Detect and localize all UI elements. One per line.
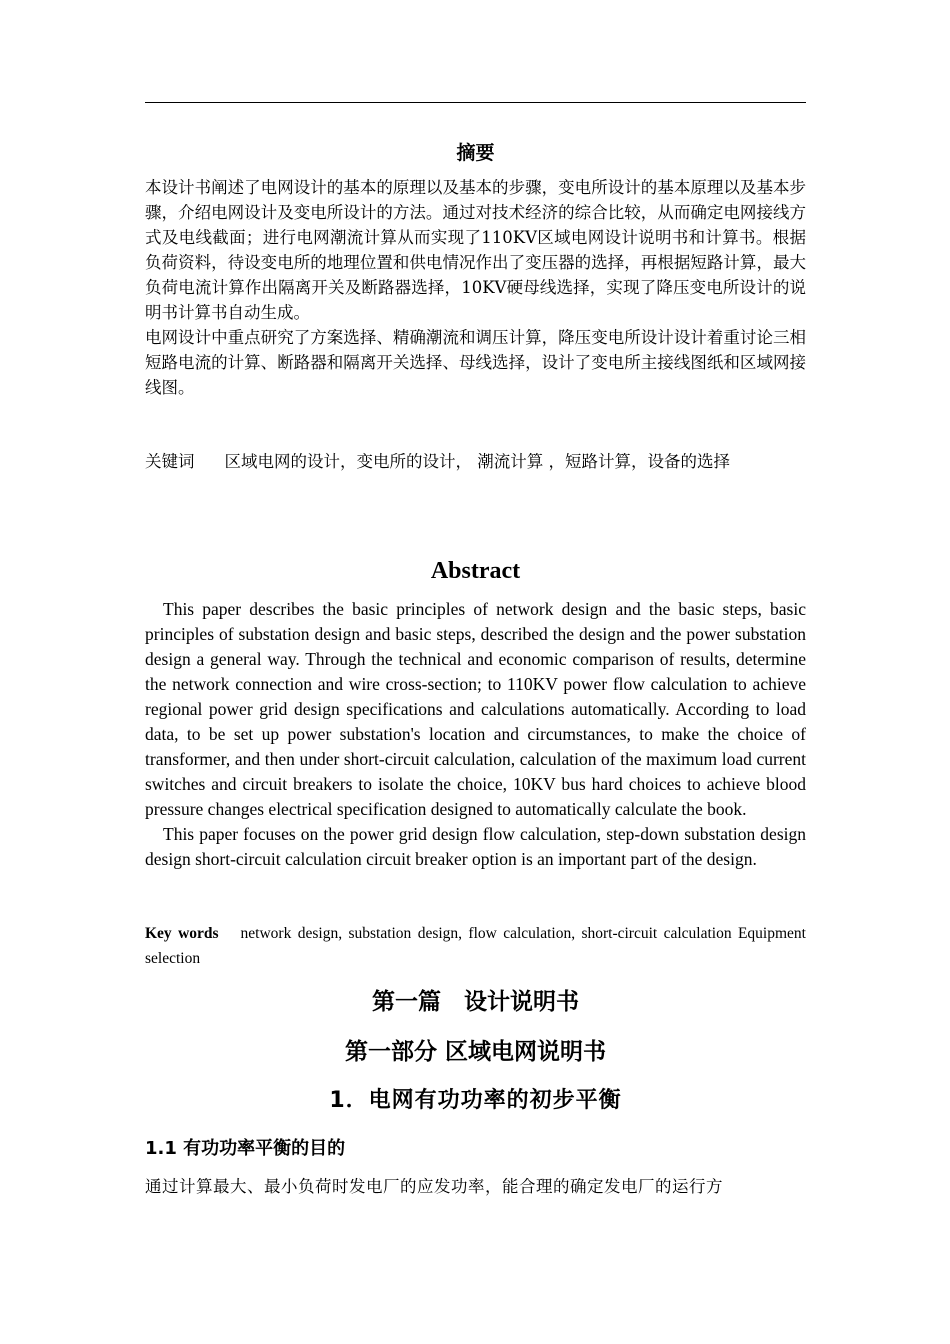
- abstract-zh-paragraph-1: 本设计书阐述了电网设计的基本的原理以及基本的步骤，变电所设计的基本原理以及基本步骤，介绍电网设计及变电所设计的方法。通过对技术经济的综合比较，从而确定电网接线方式及电线截面；进行电网潮流计算从而实现了110KV区域电网设计说明书和计算书。根据负荷资料，待设变电所的地理位置和供电情况作出了变压器的选择，再根据短路计算，最大负荷电流计算作出隔离开关及断路器选择，10KV硬母线选择，实现了降压变电所设计的说明书计算书自动生成。: [145, 178, 806, 322]
- abstract-en-header: [145, 558, 806, 585]
- abstract-zh-title: 摘要: [456, 142, 495, 164]
- abstract-en-paragraph-2: This paper focuses on the power grid design flow calculation, step-down substation design design short-circuit calculation circuit breaker option is an important part of the design.: [145, 824, 806, 869]
- keywords-en: [145, 922, 806, 971]
- abstract-en-body: [145, 597, 806, 872]
- keywords-zh: [145, 449, 806, 474]
- abstract-en-title: Abstract: [430, 558, 521, 584]
- abstract-zh-body: [145, 175, 806, 400]
- part-title: 第一篇 设计说明书: [372, 989, 579, 1015]
- abstract-zh-section: [145, 138, 806, 165]
- body-text-block: [145, 1174, 806, 1199]
- keywords-en-text: network design, substation design, flow calculation, short-circuit calculation Equipment selection: [145, 925, 806, 967]
- keywords-en-label: Key words: [145, 925, 219, 942]
- body-paragraph: 通过计算最大、最小负荷时发电厂的应发功率，能合理的确定发电厂的运行方: [145, 1177, 723, 1196]
- keywords-zh-label: 关键词: [145, 452, 195, 471]
- section-title-block: [145, 1033, 806, 1066]
- keywords-zh-text: 区域电网的设计，变电所的设计， 潮流计算 ，短路计算，设备的选择: [224, 452, 730, 471]
- abstract-zh-paragraph-2: 电网设计中重点研究了方案选择、精确潮流和调压计算，降压变电所设计设计着重讨论三相短路电流的计算、断路器和隔离开关选择、母线选择，设计了变电所主接线图纸和区域网接线图。: [145, 328, 806, 397]
- subsection-title-block: [145, 1134, 806, 1160]
- header-rule: [145, 102, 806, 103]
- part-title-block: [145, 983, 806, 1016]
- subsection-title: 1.1 有功功率平衡的目的: [145, 1138, 346, 1159]
- section-title: 第一部分 区域电网说明书: [344, 1039, 606, 1065]
- chapter-title: 1．电网有功功率的初步平衡: [329, 1088, 622, 1113]
- chapter-title-block: [145, 1083, 806, 1114]
- abstract-en-paragraph-1: This paper describes the basic principles of network design and the basic steps, basic principles of substation design and basic steps, described the design and the power substation design a general way. Through the technical and economic comparison of results, determine the network connection and wire cross-section; to 110KV power flow calculation to achieve regional power grid design specifications and calculations automatically. According to load data, to be set up power substation's location and circumstances, to make the choice of transformer, and then under short-circuit calculation, calculation of the maximum load current switches and circuit breakers to isolate the choice, 10KV bus hard choices to achieve blood pressure changes electrical specification designed to automatically calculate the book.: [145, 599, 806, 819]
